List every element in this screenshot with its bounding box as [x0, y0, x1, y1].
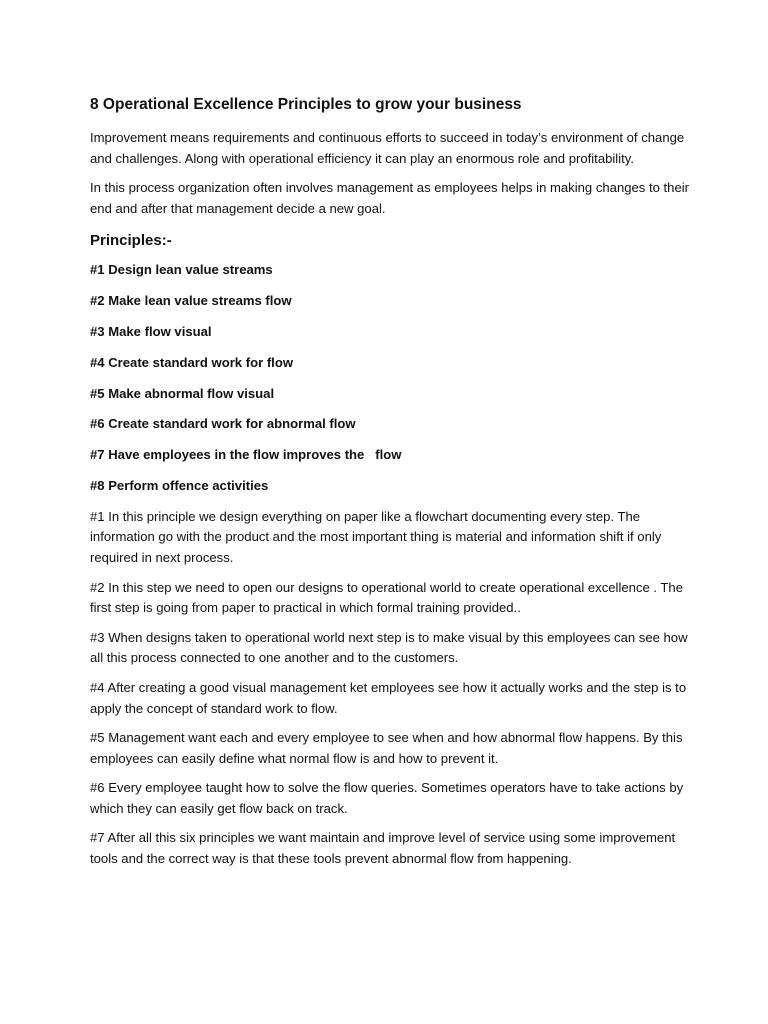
- detail-paragraph-3: #3 When designs taken to operational world next step is to make visual by this employees can see how all this process connected to one another and to the customers.: [90, 629, 688, 666]
- principle-item-2: #2 Make lean value streams flow: [90, 293, 292, 309]
- detail-paragraph-7: #7 After all this six principles we want maintain and improve level of service using some improvement tools and the correct way is that these tools prevent abnormal flow from happening.: [90, 830, 676, 867]
- intro-paragraph-2: In this process organization often involves management as employees helps in making changes to their end and after that management decide a new goal.: [90, 180, 690, 216]
- principle-item-3: #3 Make flow visual: [90, 323, 212, 339]
- detail-paragraph-4: #4 After creating a good visual management ket employees see how it actually works and the step is to apply the concept of standard work to flow.: [90, 679, 687, 716]
- detail-paragraph-6: #6 Every employee taught how to solve the flow queries. Sometimes operators have to take actions by which they can easily get flow back on track.: [90, 780, 684, 816]
- principle-item-8: #8 Perform offence activities: [90, 477, 269, 493]
- detail-paragraph-2: #2 In this step we need to open our designs to operational world to create operational excellence . The first step is going from paper to practical in which formal training provided..: [90, 579, 683, 616]
- principle-item-6: #6 Create standard work for abnormal flow: [90, 416, 356, 432]
- document-title: 8 Operational Excellence Principles to grow your business: [90, 96, 522, 113]
- detail-paragraph-1: #1 In this principle we design everything on paper like a flowchart documenting every step. The information go with the product and the most important thing is material and information shift if only required in next process.: [90, 508, 662, 565]
- document-page: [90, 94, 690, 879]
- principles-heading: Principles:-: [90, 232, 172, 250]
- intro-paragraph-1: Improvement means requirements and continuous efforts to succeed in today’s environment of change and challenges. Along with operational efficiency it can play an enormous role and profitability.: [90, 130, 685, 166]
- principles-list: [90, 260, 690, 496]
- principle-details: [90, 507, 690, 870]
- principle-item-1: #1 Design lean value streams: [90, 262, 273, 278]
- principle-item-5: #5 Make abnormal flow visual: [90, 385, 275, 401]
- principle-item-7: #7 Have employees in the flow improves the flow: [90, 447, 402, 463]
- detail-paragraph-5: #5 Management want each and every employee to see when and how abnormal flow happens. By this employees can easily define what normal flow is and how to prevent it.: [90, 730, 683, 766]
- principle-item-4: #4 Create standard work for flow: [90, 354, 294, 370]
